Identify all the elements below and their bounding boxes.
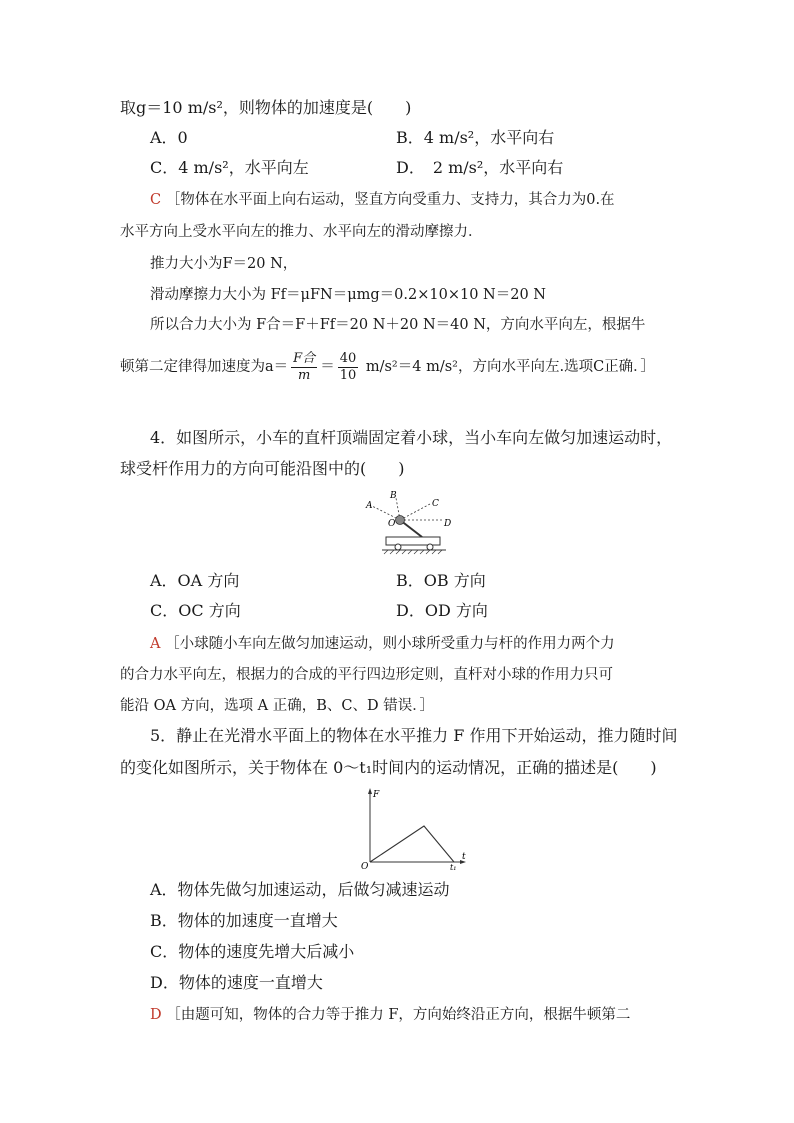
q3-option-b: B．4 m/s²，水平向右 — [396, 128, 555, 147]
label-c: C — [432, 499, 439, 509]
force-curve — [370, 826, 454, 862]
cart-wheel-left — [395, 544, 401, 550]
label-t1: t₁ — [450, 863, 457, 870]
q4-stem-line-2: 球受杆作用力的方向可能沿图中的( ) — [120, 459, 405, 478]
direction-line-oc — [400, 504, 430, 520]
q4-option-c: C．OC 方向 — [150, 601, 241, 620]
q4-option-b: B．OB 方向 — [396, 571, 486, 590]
q5-option-b: B．物体的加速度一直增大 — [150, 911, 338, 930]
label-t: t — [462, 852, 466, 862]
fraction-2-numerator: 40 — [339, 350, 357, 366]
ball — [396, 516, 405, 525]
ground-hatching — [384, 550, 442, 554]
q3-explanation-post-fraction: m/s²＝4 m/s²，方向水平向左.选项C正确．］ — [361, 359, 655, 375]
q4-explanation-line-3: 能沿 OA 方向，选项 A 正确，B、C、D 错误．］ — [120, 698, 434, 714]
force-time-graph — [358, 786, 470, 870]
q3-explanation-line-2: 水平方向上受水平向左的推力、水平向左的滑动摩擦力． — [120, 224, 483, 240]
equals-sign: ＝ — [320, 359, 335, 375]
q3-option-d: D． 2 m/s²，水平向右 — [396, 158, 564, 177]
q4-option-d: D．OD 方向 — [396, 601, 488, 620]
q4-stem-line-1: 4．如图所示，小车的直杆顶端固定着小球，当小车向左做匀加速运动时， — [150, 428, 673, 447]
q5-option-a: A．物体先做匀加速运动，后做匀减速运动 — [150, 880, 450, 899]
q5-option-c: C．物体的速度先增大后减小 — [150, 942, 355, 961]
label-origin: O — [361, 862, 369, 870]
label-b: B — [390, 491, 397, 501]
q3-explanation-line-1 — [150, 190, 615, 210]
fraction-40-over-10 — [338, 351, 359, 384]
label-o: O — [388, 519, 396, 529]
q3-stem-tail: 取g＝10 m/s²，则物体的加速度是( ) — [120, 98, 412, 117]
cart-body — [386, 537, 440, 545]
label-f: F — [373, 790, 380, 800]
q4-answer-letter: A — [150, 636, 161, 652]
f-axis-arrow — [368, 788, 372, 794]
q3-answer-letter: C — [150, 192, 162, 208]
q3-explanation-text-1: ［物体在水平面上向右运动，竖直方向受重力、支持力，其合力为0.在 — [165, 192, 615, 208]
q5-answer-letter: D — [150, 1007, 162, 1023]
q5-option-d: D．物体的速度一直增大 — [150, 973, 323, 992]
label-d: D — [444, 519, 452, 529]
q5-stem-line-2: 的变化如图所示，关于物体在 0～t₁时间内的运动情况，正确的描述是( ) — [120, 758, 657, 777]
q3-option-a: A．0 — [150, 128, 188, 147]
q3-explanation-line-6 — [120, 350, 655, 384]
q5-stem-line-1: 5．静止在光滑水平面上的物体在水平推力 F 作用下开始运动，推力随时间 — [150, 726, 678, 745]
cart-wheel-right — [427, 544, 433, 550]
q3-explanation-line-4: 滑动摩擦力大小为 Ff＝μFN＝μmg＝0.2×10×10 N＝20 N — [150, 287, 546, 303]
fraction-1-denominator: m — [298, 367, 311, 383]
label-a: A — [366, 501, 373, 511]
cart-rod-ball-figure — [360, 486, 460, 558]
q3-explanation-line-3: 推力大小为F＝20 N， — [150, 256, 298, 272]
q5-explanation-line-1 — [150, 1005, 630, 1025]
q3-explanation-line-5: 所以合力大小为 F合＝F＋Ff＝20 N＋20 N＝40 N，方向水平向左，根据牛 — [150, 317, 646, 333]
q4-option-a: A．OA 方向 — [150, 571, 240, 590]
q5-explanation-text-1: ［由题可知，物体的合力等于推力 F，方向始终沿正方向，根据牛顿第二 — [166, 1007, 631, 1023]
q3-option-c: C．4 m/s²，水平向左 — [150, 158, 309, 177]
q4-explanation-line-2: 的合力水平向左，根据力的合成的平行四边形定则，直杆对小球的作用力只可 — [120, 667, 613, 683]
fraction-force-over-mass — [291, 351, 317, 384]
q4-explanation-line-1 — [150, 634, 615, 654]
fraction-2-denominator: 10 — [339, 367, 357, 383]
q3-explanation-pre-fraction: 顿第二定律得加速度为a＝ — [120, 359, 289, 375]
fraction-1-numerator: F合 — [293, 350, 316, 366]
q4-explanation-text-1: ［小球随小车向左做匀加速运动，则小球所受重力与杆的作用力两个力 — [165, 636, 615, 652]
